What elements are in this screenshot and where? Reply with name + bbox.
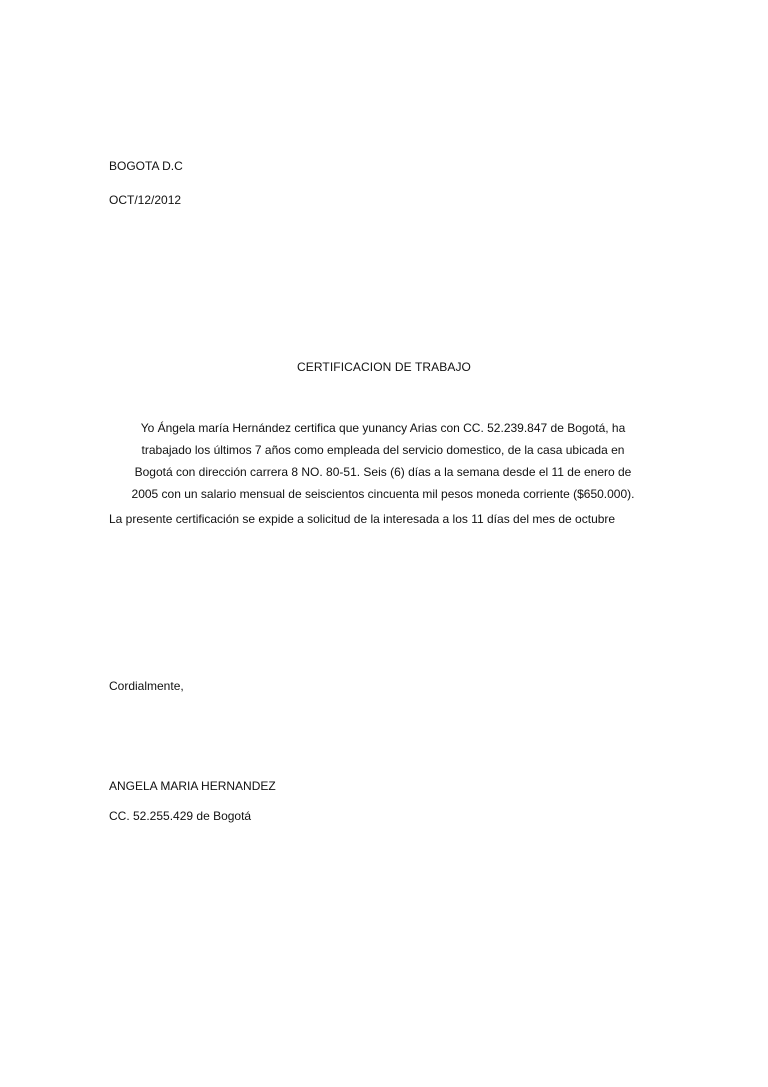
signer-name: ANGELA MARIA HERNANDEZ: [109, 779, 276, 793]
signer-id: CC. 52.255.429 de Bogotá: [109, 809, 252, 823]
paragraph-line: Yo Ángela maría Hernández certifica que yunancy Arias con CC. 52.239.847 de Bogotá, ha: [140, 421, 626, 435]
greeting: Cordialmente,: [109, 679, 184, 693]
paragraph-line: trabajado los últimos 7 años como empleada del servicio domestico, de la casa ubicada en: [141, 443, 625, 457]
date-line: OCT/12/2012: [109, 193, 182, 207]
paragraph-line: Bogotá con dirección carrera 8 NO. 80-51. Seis (6) días a la semana desde el 11 de enero de: [134, 465, 632, 479]
city-line: BOGOTA D.C: [109, 159, 183, 173]
certification-paragraph: [100, 417, 666, 505]
paragraph-line: 2005 con un salario mensual de seiscientos cincuenta mil pesos moneda corriente ($650.000).: [131, 487, 635, 501]
closing-statement: La presente certificación se expide a solicitud de la interesada a los 11 días del mes de octubre: [109, 512, 616, 526]
document-title: CERTIFICACION DE TRABAJO: [297, 360, 471, 374]
